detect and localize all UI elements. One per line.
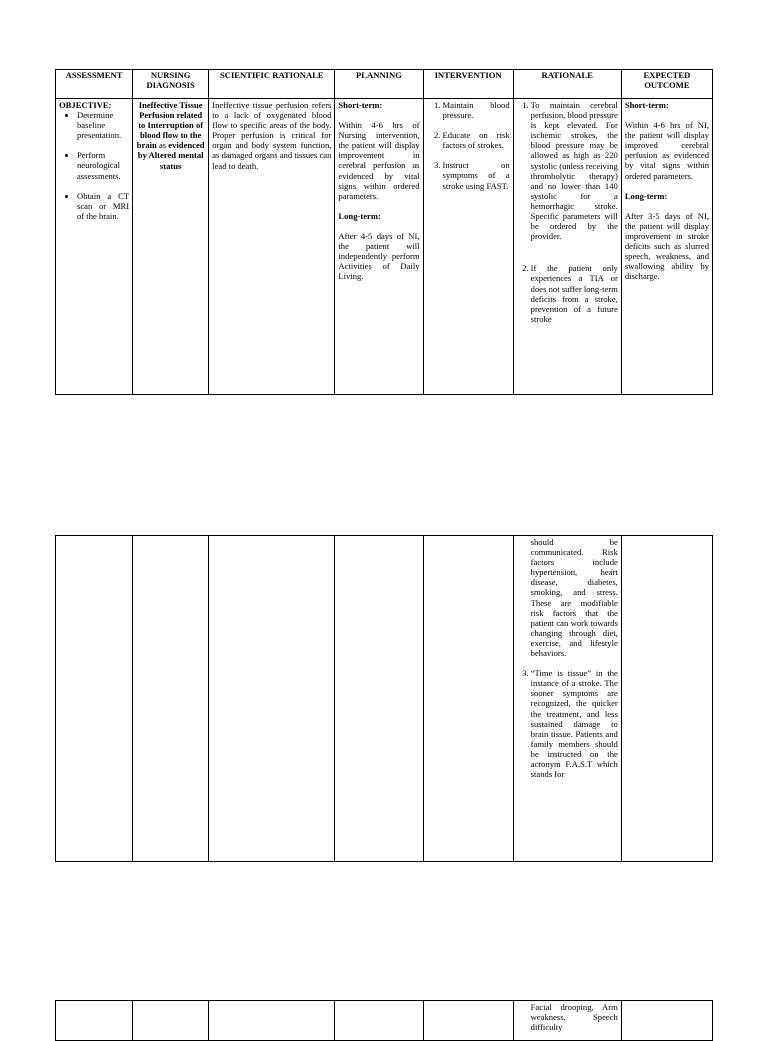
header-planning: PLANNING <box>335 70 423 99</box>
rationale-list <box>517 100 618 324</box>
rationale-item-3: 3. “Time is tissue” in the instance of a stroke. The sooner symptoms are recognized, the quicker the treatment, and less sustained damage to brain tissue. Patients and family members should be instructed on the acronym F.A.S.T which stands for <box>531 668 618 779</box>
intervention-item: 3. Instruct on symptoms of a stroke using FAST. <box>443 160 510 190</box>
diagnosis-cell <box>133 99 209 395</box>
assessment-list <box>59 110 129 221</box>
diagnosis-cell-empty <box>133 536 209 862</box>
content-row-continued-2 <box>56 1001 713 1041</box>
intervention-item: 2. Educate on risk factors of strokes. <box>443 130 510 150</box>
expected-long-text: After 3-5 days of NI, the patient will display improvement in stroke deficits such as slurred speech, weakness, and swallowing ability by discharge. <box>624 210 709 282</box>
diagnosis-cell-empty <box>133 1001 209 1041</box>
expected-short-text: Within 4-6 hrs of NI, the patient will display improved cerebral perfusion as evidenced by vital signs within ordered parameters. <box>624 120 709 181</box>
intervention-cell-empty <box>423 536 513 862</box>
expected-outcome-cell <box>621 99 712 395</box>
rationale-cell-continued <box>513 536 621 862</box>
rationale-item-2: 2. If the patient only experiences a TIA or does not suffer long-term deficits from a stroke, prevention of a future stroke <box>531 263 618 324</box>
header-nursing-diagnosis: NURSING DIAGNOSIS <box>133 70 209 99</box>
intervention-cell-empty <box>423 1001 513 1041</box>
care-plan-table-1 <box>55 69 713 395</box>
header-row <box>56 70 713 99</box>
content-row-continued <box>56 536 713 862</box>
scientific-rationale-cell-empty <box>209 536 335 862</box>
intervention-list <box>427 100 510 191</box>
planning-short-text: Within 4-6 hrs of Nursing intervention, the patient will display improvement in cerebral perfusion as evidenced by vital signs within ordered parameters. <box>338 120 420 201</box>
assessment-cell-empty <box>56 536 133 862</box>
planning-cell <box>335 99 423 395</box>
scientific-rationale-cell: Ineffective tissue perfusion refers to a lack of oxygenated blood flow to specific areas of the body. Proper perfusion is critical for organ and body system function, as damaged organs and tissues can lead to death. <box>209 99 335 395</box>
header-assessment: ASSESSMENT <box>56 70 133 99</box>
planning-long-label: Long-term: <box>338 210 381 221</box>
diagnosis-main: Ineffective Tissue Perfusion related to Interruption of blood flow to the brain <box>136 100 204 151</box>
header-rationale: RATIONALE <box>513 70 621 99</box>
header-intervention: INTERVENTION <box>423 70 513 99</box>
rationale-cell <box>513 99 621 395</box>
assessment-item: • Determine baseline presentation. <box>77 110 129 140</box>
intervention-item: 1. Maintain blood pressure. <box>443 100 510 120</box>
content-row <box>56 99 713 395</box>
expected-outcome-cell-empty <box>621 536 712 862</box>
expected-long-label: Long-term: <box>624 190 668 201</box>
header-scientific-rationale: SCIENTIFIC RATIONALE <box>209 70 335 99</box>
assessment-item: • Obtain a CT scan or MRI of the brain. <box>77 191 129 221</box>
care-plan-table-3 <box>55 1000 713 1041</box>
planning-cell-empty <box>335 1001 423 1041</box>
rationale-item-1: 1. To maintain cerebral perfusion, blood pressure is kept elevated. For ischemic strokes, the blood pressure may be allowed as high as 220 systolic (unless receiving thrombolytic therapy) and no lower than 140 systolic for a hemorrhagic stroke. Specific parameters will be ordered by the provider. <box>531 100 618 241</box>
expected-outcome-cell-empty <box>621 1001 712 1041</box>
rationale-list-continued <box>517 668 618 779</box>
objective-label: OBJECTIVE: <box>59 100 112 110</box>
rationale-cell-continued-2 <box>513 1001 621 1041</box>
planning-short-label: Short-term: <box>338 100 383 110</box>
diagnosis-evidence: evidenced by Altered mental status <box>137 140 205 171</box>
rationale-item-3-continued: Facial drooping, Arm weakness, Speech difficulty <box>530 1002 618 1033</box>
intervention-cell <box>423 99 513 395</box>
header-expected-outcome: EXPECTED OUTCOME <box>621 70 712 99</box>
care-plan-table-2 <box>55 535 713 862</box>
planning-long-text: After 4-5 days of NI, the patient will independently perform Activities of Daily Living. <box>338 230 420 282</box>
assessment-cell-empty <box>56 1001 133 1041</box>
assessment-cell <box>56 99 133 395</box>
rationale-item-2-continued: should be communicated. Risk factors include hypertension, heart disease, diabetes, smoking, and stress. These are modifiable risk factors that the patient can work towards changing through diet, exercise, and lifestyle behaviors. <box>530 537 618 659</box>
assessment-item: • Perform neurological assessments. <box>77 150 129 180</box>
scientific-rationale-cell-empty <box>209 1001 335 1041</box>
expected-short-label: Short-term: <box>624 100 669 110</box>
diagnosis-as: as <box>158 140 167 151</box>
planning-cell-empty <box>335 536 423 862</box>
